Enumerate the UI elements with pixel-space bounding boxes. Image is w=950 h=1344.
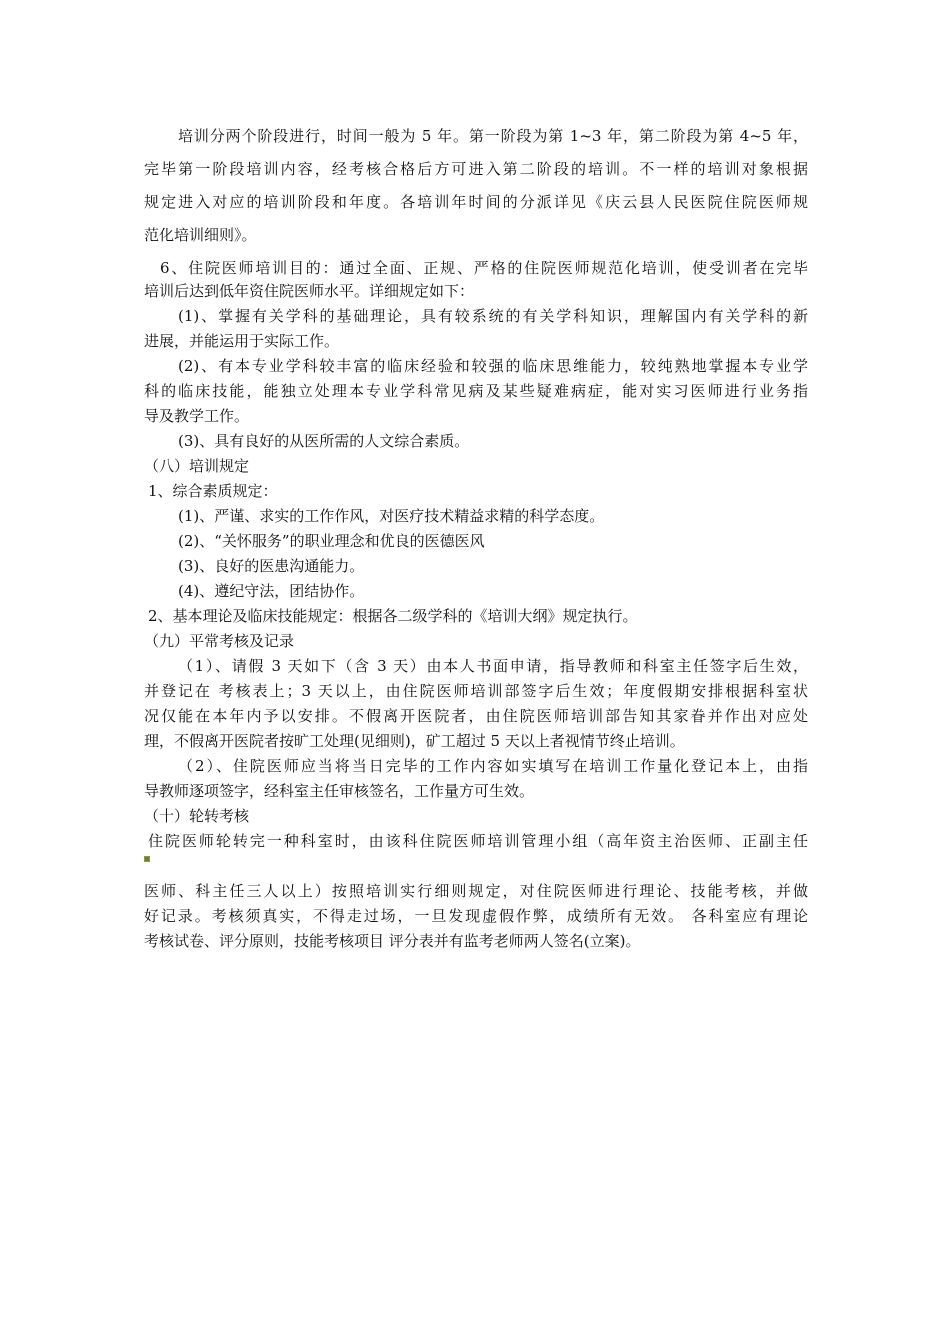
list-item: 导及教学工作。 <box>144 407 250 425</box>
list-item: 科的临床技能，能独立处理本专业学科常见病及某些疑难病症，能对实习医师进行业务指 <box>144 382 808 400</box>
list-item: 导教师逐项签字，经科室主任审核签名，工作量方可生效。 <box>144 782 535 800</box>
paragraph-line: 住院医师轮转完一种科室时，由该科住院医师培训管理小组（高年资主治医师、正副主任 <box>148 832 808 850</box>
list-item: (1)、掌握有关学科的基础理论，具有较系统的有关学科知识，理解国内有关学科的新 <box>178 307 808 325</box>
list-item: （2）、住院医师应当将当日完毕的工作内容如实填写在培训工作量化登记本上，由指 <box>178 757 808 775</box>
list-item: 理，不假离开医院者按旷工处理(见细则)，矿工超过 5 天以上者视情节终止培训。 <box>144 732 685 750</box>
list-item: (2)、有本专业学科较丰富的临床经验和较强的临床思维能力，较纯熟地掌握本专业学 <box>178 357 808 375</box>
paragraph-line: 培训后达到低年资住院医师水平。详细规定如下： <box>144 282 475 300</box>
embedded-image-marker <box>144 856 150 862</box>
subsection-heading: 2、基本理论及临床技能规定：根据各二级学科的《培训大纲》规定执行。 <box>148 607 638 625</box>
paragraph-line: 好记录。考核须真实，不得走过场，一旦发现虚假作弊，成绩所有无效。 各科室应有理论 <box>144 907 808 925</box>
list-item: (3)、良好的医患沟通能力。 <box>178 557 365 575</box>
list-item: 并登记在 考核表上；3 天以上，由住院医师培训部签字后生效；年度假期安排根据科室状 <box>144 682 808 700</box>
section-heading: （十）轮转考核 <box>144 807 250 825</box>
list-item: 进展，并能运用于实际工作。 <box>144 332 340 350</box>
section-heading: （八）培训规定 <box>144 457 250 475</box>
paragraph-line: 完毕第一阶段培训内容，经考核合格后方可进入第二阶段的培训。不一样的培训对象根据 <box>144 160 808 178</box>
list-item: (4)、遵纪守法，团结协作。 <box>178 582 365 600</box>
list-item: (2)、“关怀服务”的职业理念和优良的医德医风 <box>178 532 485 550</box>
subsection-heading: 1、综合素质规定： <box>148 482 278 500</box>
list-item: (3)、具有良好的从医所需的人文综合素质。 <box>178 432 470 450</box>
list-item: 况仅能在本年内予以安排。不假离开医院者，由住院医师培训部告知其家眷并作出对应处 <box>144 707 808 725</box>
section-heading: （九）平常考核及记录 <box>144 632 295 650</box>
paragraph-line: 规定进入对应的培训阶段和年度。各培训年时间的分派详见《庆云县人民医院住院医师规 <box>144 193 808 211</box>
list-item: (1)、严谨、求实的工作作风，对医疗技术精益求精的科学态度。 <box>178 507 605 525</box>
paragraph-line: 医师、科主任三人以上）按照培训实行细则规定，对住院医师进行理论、技能考核，并做 <box>144 882 808 900</box>
paragraph-line: 范化培训细则》。 <box>144 226 257 244</box>
paragraph-line: 考核试卷、评分原则，技能考核项目 评分表并有监考老师两人签名(立案)。 <box>144 932 641 950</box>
list-item: （1）、请假 3 天如下（含 3 天）由本人书面申请，指导教师和科室主任签字后生效， <box>178 657 808 675</box>
paragraph-line: 培训分两个阶段进行，时间一般为 5 年。第一阶段为第 1~3 年，第二阶段为第 4~5 年， <box>178 127 808 145</box>
paragraph-line: 6、住院医师培训目的：通过全面、正规、严格的住院医师规范化培训，使受训者在完毕 <box>160 259 808 277</box>
